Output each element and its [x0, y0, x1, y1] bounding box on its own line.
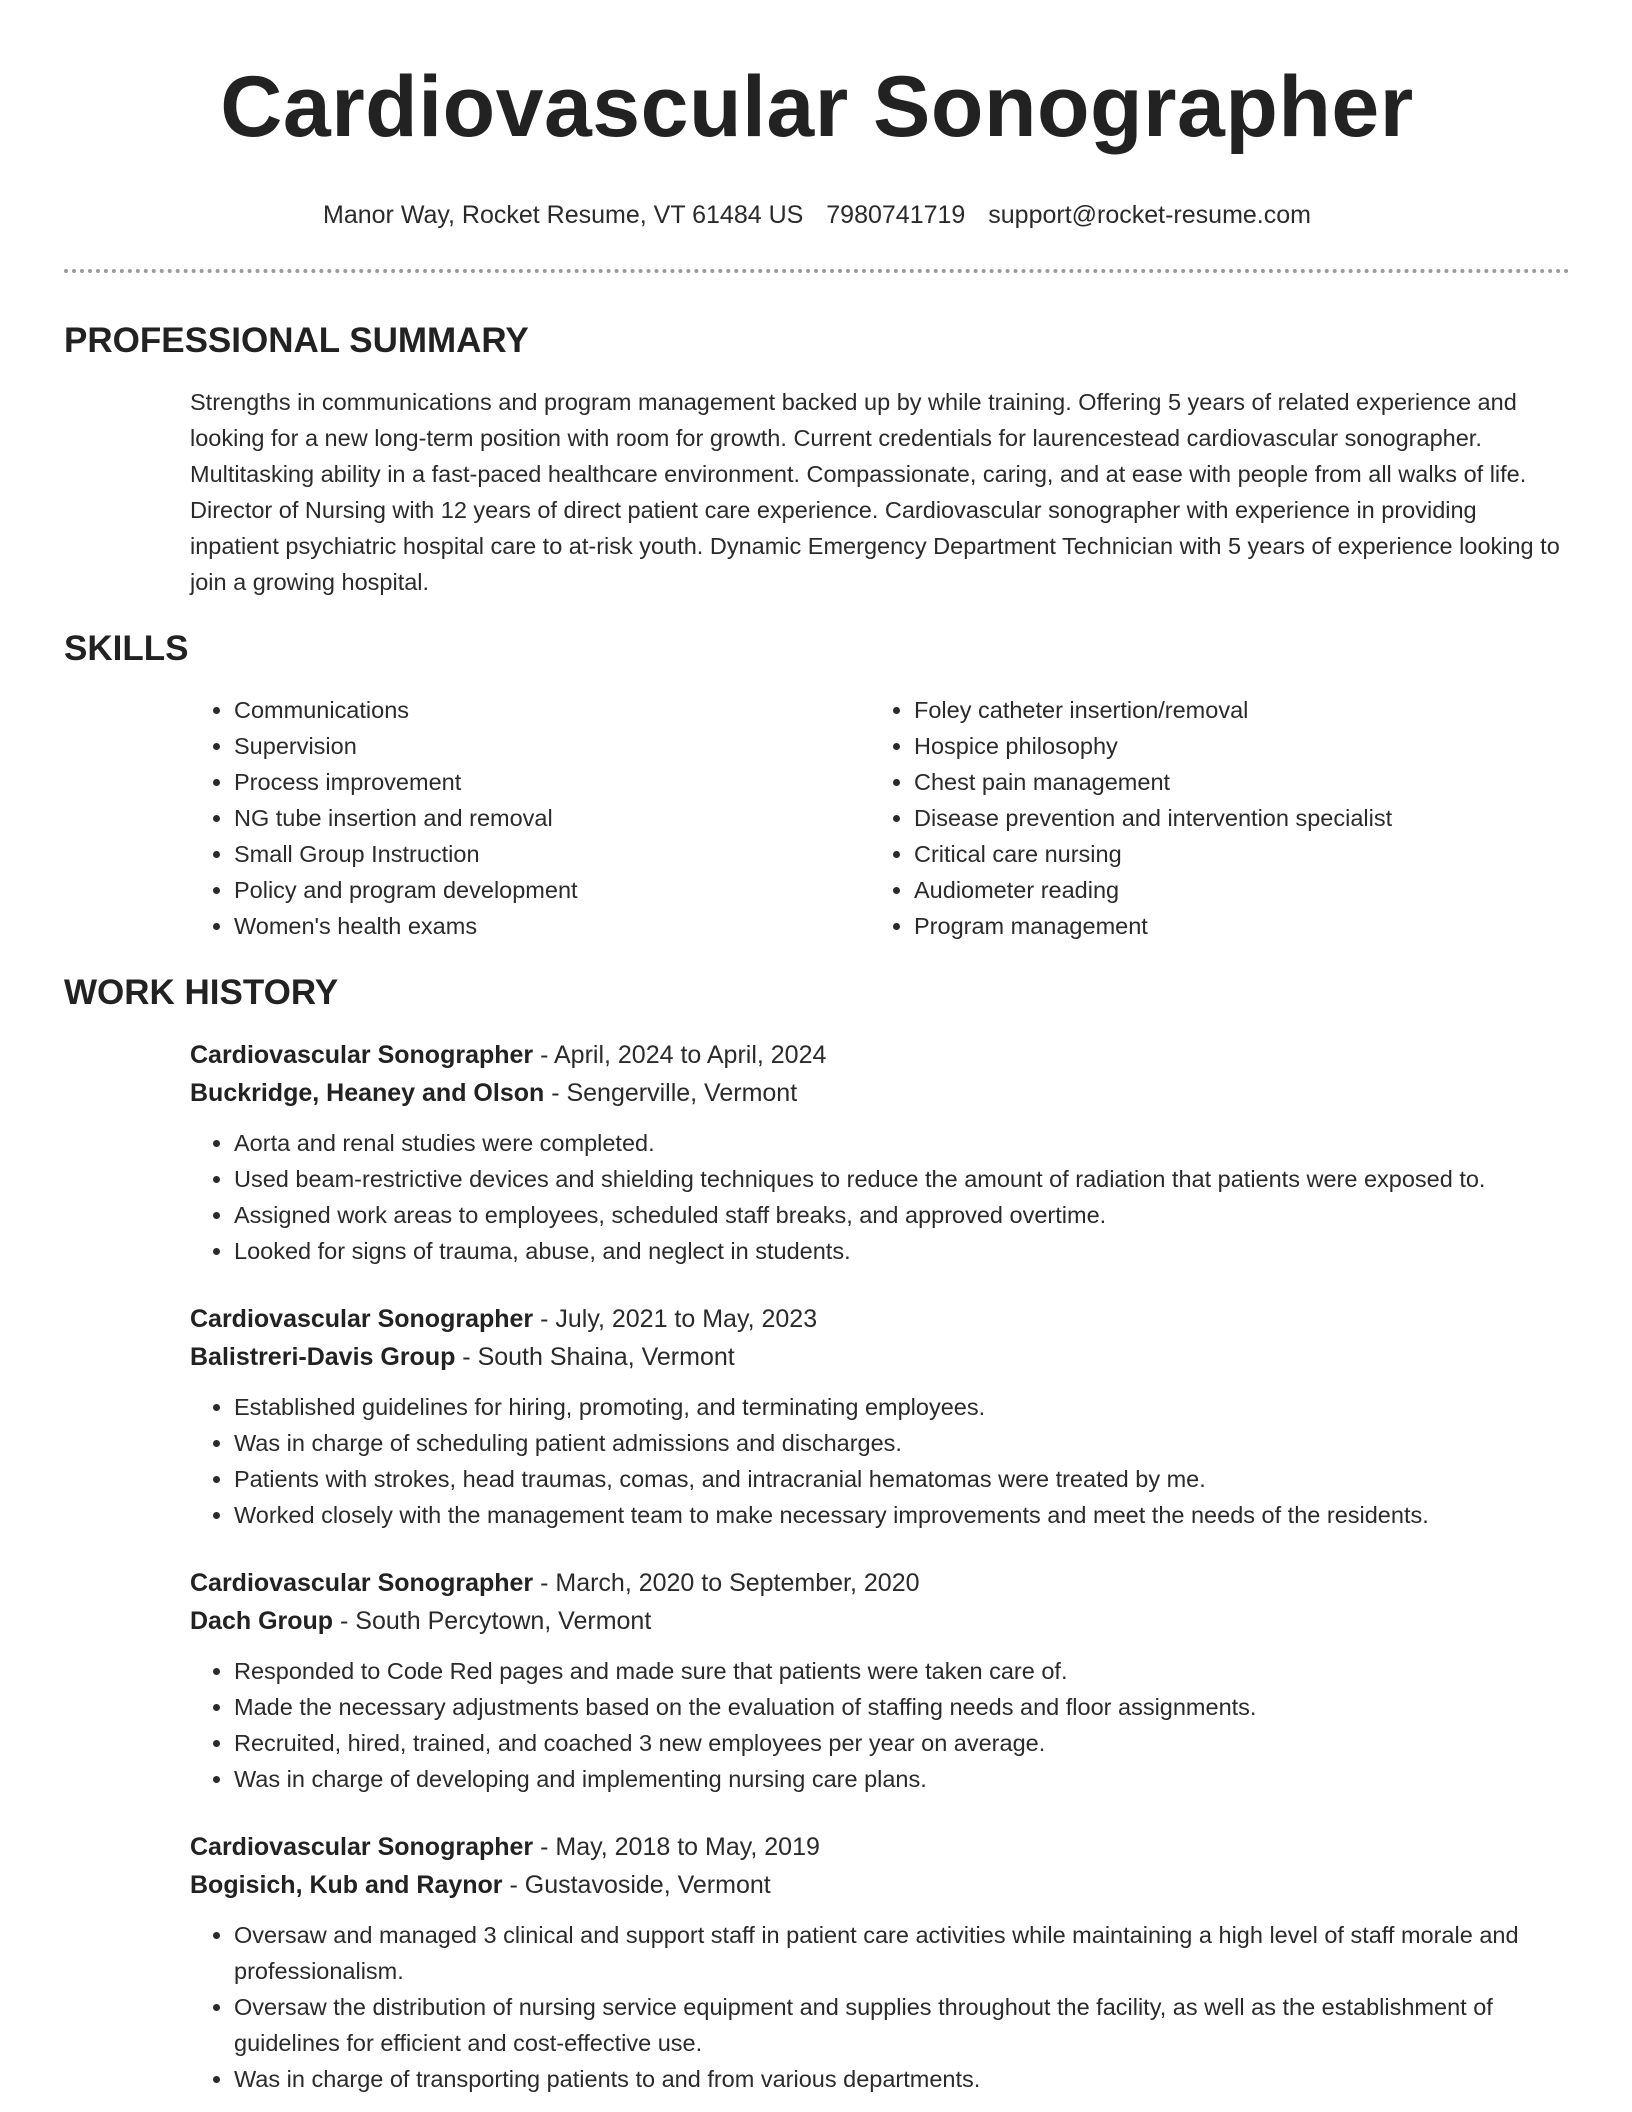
skill-item: • Supervision	[234, 728, 870, 764]
job-title: Cardiovascular Sonographer	[190, 1569, 534, 1597]
job-employer-line	[190, 1602, 1570, 1640]
contact-email: support@rocket-resume.com	[988, 201, 1311, 229]
summary-heading: PROFESSIONAL SUMMARY	[64, 321, 529, 360]
job-dates: - April, 2024 to April, 2024	[533, 1041, 827, 1069]
summary-section	[64, 320, 1570, 600]
job-bullet: • Patients with strokes, head traumas, comas, and intracranial hematomas were treated by me.	[234, 1461, 1570, 1497]
job-dates: - March, 2020 to September, 2020	[533, 1569, 920, 1597]
skill-item: • Program management	[914, 908, 1550, 944]
job-title-line	[190, 1300, 1570, 1338]
job-location: - South Shaina, Vermont	[455, 1343, 735, 1371]
skill-item: • Process improvement	[234, 764, 870, 800]
job-bullet: • Established guidelines for hiring, promoting, and terminating employees.	[234, 1389, 1570, 1425]
job-dates: - May, 2018 to May, 2019	[533, 1833, 820, 1861]
job-title: Cardiovascular Sonographer	[190, 1833, 534, 1861]
skills-column-right	[870, 692, 1550, 944]
job-bullet: • Oversaw the distribution of nursing service equipment and supplies throughout the facility, as well as the establishment of guidelines for efficient and cost-effective use.	[234, 1989, 1570, 2061]
resume-page	[64, 0, 1570, 2097]
job-location: - Gustavoside, Vermont	[502, 1871, 771, 1899]
job-location: - Sengerville, Vermont	[544, 1079, 798, 1107]
job-title: Cardiovascular Sonographer	[190, 1305, 534, 1333]
job-bullet: • Was in charge of transporting patients to and from various departments.	[234, 2061, 1570, 2097]
skill-item: • NG tube insertion and removal	[234, 800, 870, 836]
header-divider	[64, 269, 1570, 273]
job-entry	[190, 1828, 1570, 2097]
job-bullet: • Aorta and renal studies were completed.	[234, 1125, 1570, 1161]
job-title: Cardiovascular Sonographer	[190, 1041, 534, 1069]
job-employer: Dach Group	[190, 1607, 334, 1635]
job-bullet: • Worked closely with the management team to make necessary improvements and meet the needs of the residents.	[234, 1497, 1570, 1533]
contact-phone: 7980741719	[826, 201, 966, 229]
skill-item: • Critical care nursing	[914, 836, 1550, 872]
job-bullet: • Looked for signs of trauma, abuse, and neglect in students.	[234, 1233, 1570, 1269]
skill-item: • Foley catheter insertion/removal	[914, 692, 1550, 728]
skills-heading: SKILLS	[64, 629, 189, 668]
skill-item: • Small Group Instruction	[234, 836, 870, 872]
job-employer-line	[190, 1074, 1570, 1112]
job-entry	[190, 1564, 1570, 1797]
candidate-name: Cardiovascular Sonographer	[220, 59, 1414, 155]
skills-column-left	[190, 692, 870, 944]
work-history-section	[64, 972, 1570, 2097]
skills-section	[64, 628, 1570, 944]
job-title-line	[190, 1036, 1570, 1074]
job-employer: Buckridge, Heaney and Olson	[190, 1079, 545, 1107]
job-employer: Bogisich, Kub and Raynor	[190, 1871, 503, 1899]
job-bullet: • Oversaw and managed 3 clinical and support staff in patient care activities while maintaining a high level of staff morale and professionalism.	[234, 1917, 1570, 1989]
job-title-line	[190, 1828, 1570, 1866]
skills-grid	[190, 692, 1570, 944]
job-employer-line	[190, 1866, 1570, 1904]
job-bullet: • Made the necessary adjustments based on the evaluation of staffing needs and floor assignments.	[234, 1689, 1570, 1725]
job-employer: Balistreri-Davis Group	[190, 1343, 456, 1371]
contact-line	[64, 200, 1570, 230]
job-bullet: • Was in charge of developing and implementing nursing care plans.	[234, 1761, 1570, 1797]
job-bullet: • Was in charge of scheduling patient admissions and discharges.	[234, 1425, 1570, 1461]
job-entry	[190, 1036, 1570, 1269]
skill-item: • Policy and program development	[234, 872, 870, 908]
job-title-line	[190, 1564, 1570, 1602]
skill-item: • Women's health exams	[234, 908, 870, 944]
job-dates: - July, 2021 to May, 2023	[533, 1305, 818, 1333]
skill-item: • Disease prevention and intervention specialist	[914, 800, 1550, 836]
job-bullet: • Used beam-restrictive devices and shielding techniques to reduce the amount of radiation that patients were exposed to.	[234, 1161, 1570, 1197]
skill-item: • Chest pain management	[914, 764, 1550, 800]
job-bullet: • Responded to Code Red pages and made sure that patients were taken care of.	[234, 1653, 1570, 1689]
skill-item: • Communications	[234, 692, 870, 728]
job-bullet: • Assigned work areas to employees, scheduled staff breaks, and approved overtime.	[234, 1197, 1570, 1233]
job-bullet: • Recruited, hired, trained, and coached 3 new employees per year on average.	[234, 1725, 1570, 1761]
job-employer-line	[190, 1338, 1570, 1376]
skill-item: • Hospice philosophy	[914, 728, 1550, 764]
job-entry	[190, 1300, 1570, 1533]
summary-text: Strengths in communications and program management backed up by while training. Offering 5 years of related experience and looking for a new long-term position with room for growth. Current credentials for laurencestead cardiovascular sonographer. Multitasking ability in a fast-paced healthcare environment. Compassionate, caring, and at ease with people from all walks of life. Director of Nursing with 12 years of direct patient care experience. Cardiovascular sonographer with experience in providing inpatient psychiatric hospital care to at-risk youth. Dynamic Emergency Department Technician with 5 years of experience looking to join a growing hospital.	[190, 389, 1560, 595]
skill-item: • Audiometer reading	[914, 872, 1550, 908]
work-history-heading: WORK HISTORY	[64, 973, 339, 1012]
contact-address: Manor Way, Rocket Resume, VT 61484 US	[323, 201, 804, 229]
job-location: - South Percytown, Vermont	[333, 1607, 652, 1635]
